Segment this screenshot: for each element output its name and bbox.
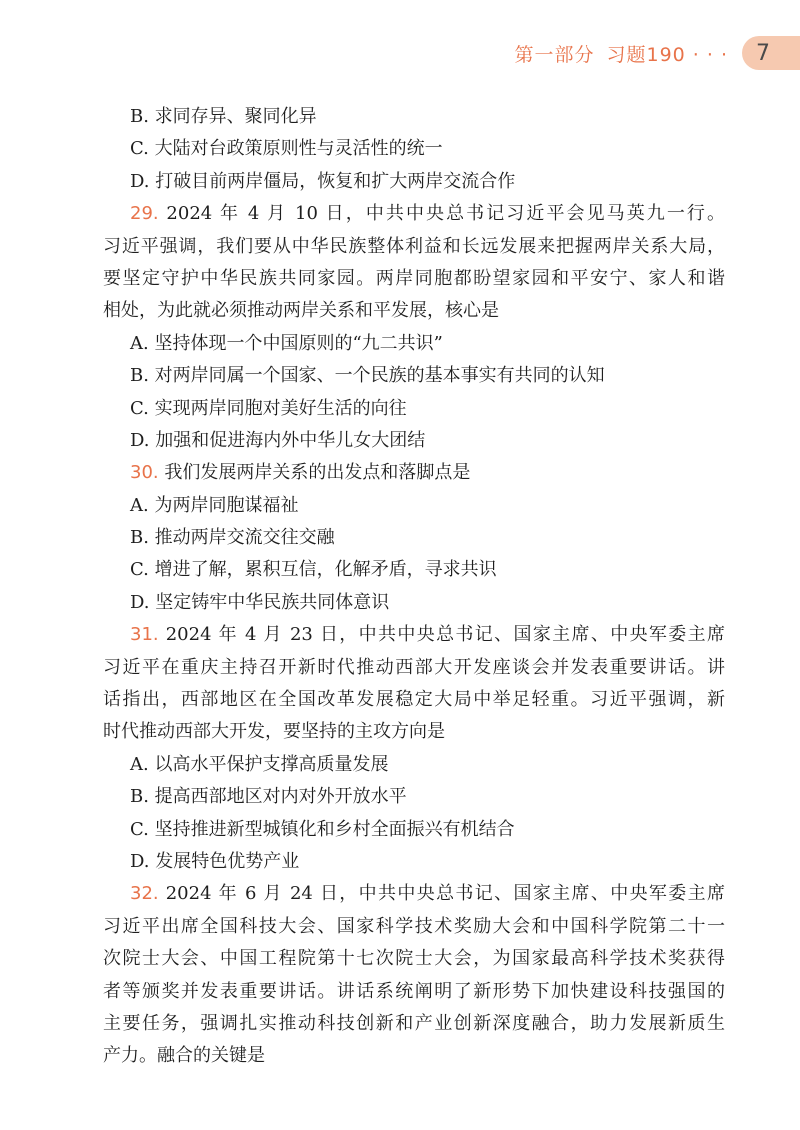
line-text: B. 推动两岸交流交往交融 xyxy=(130,527,335,549)
answer-option xyxy=(103,166,725,198)
page-number: 7 xyxy=(756,40,770,66)
line-text: C. 大陆对台政策原则性与灵活性的统一 xyxy=(130,138,443,160)
answer-option xyxy=(103,587,725,619)
answer-option xyxy=(103,749,725,781)
line-text: 习近平出席全国科技大会、国家科学技术奖励大会和中国科学院第二十一 xyxy=(103,915,725,937)
answer-option xyxy=(103,846,725,878)
line-text: B. 对两岸同属一个国家、一个民族的基本事实有共同的认知 xyxy=(130,365,605,387)
answer-option xyxy=(103,522,725,554)
question-text-line xyxy=(103,976,725,1008)
question-text-line xyxy=(103,716,725,748)
page-header xyxy=(514,36,800,70)
line-text: 习近平在重庆主持召开新时代推动西部大开发座谈会并发表重要讲话。讲 xyxy=(103,656,725,678)
line-text: 话指出，西部地区在全国改革发展稳定大局中举足轻重。习近平强调，新 xyxy=(103,689,725,711)
line-text: 主要任务，强调扎实推动科技创新和产业创新深度融合，助力发展新质生 xyxy=(103,1012,725,1034)
answer-option xyxy=(103,554,725,586)
answer-option xyxy=(103,328,725,360)
question-number: 31. xyxy=(130,624,159,646)
line-text: 次院士大会、中国工程院第十七次院士大会，为国家最高科学技术奖获得 xyxy=(103,948,725,970)
question-line xyxy=(103,878,725,910)
line-text: 2024 年 6 月 24 日，中共中央总书记、国家主席、中央军委主席 xyxy=(158,883,725,905)
question-number: 30. xyxy=(130,462,159,484)
question-text-line xyxy=(103,231,725,263)
line-text: 2024 年 4 月 10 日，中共中央总书记习近平会见马英九一行。 xyxy=(158,203,725,225)
page-number-tab xyxy=(742,36,800,70)
line-text: C. 实现两岸同胞对美好生活的向往 xyxy=(130,397,407,419)
header-dots: · · · xyxy=(692,43,728,66)
answer-option xyxy=(103,360,725,392)
line-text: 相处，为此就必须推动两岸关系和平发展，核心是 xyxy=(103,300,499,322)
line-text: 我们发展两岸关系的出发点和落脚点是 xyxy=(158,462,471,484)
line-text: D. 加强和促进海内外中华儿女大团结 xyxy=(130,429,426,451)
line-text: 产力。融合的关键是 xyxy=(103,1045,265,1067)
line-text: 习近平强调，我们要从中华民族整体利益和长远发展来把握两岸关系大局， xyxy=(103,235,725,257)
question-text-line xyxy=(103,652,725,684)
running-header xyxy=(514,40,728,67)
answer-option xyxy=(103,393,725,425)
line-text: A. 以高水平保护支撑高质量发展 xyxy=(130,753,389,775)
question-text-line xyxy=(103,1008,725,1040)
answer-option xyxy=(103,814,725,846)
question-text-line xyxy=(103,943,725,975)
answer-option xyxy=(103,133,725,165)
question-line xyxy=(103,198,725,230)
line-text: 者等颁奖并发表重要讲话。讲话系统阐明了新形势下加快建设科技强国的 xyxy=(103,980,725,1002)
answer-option xyxy=(103,781,725,813)
header-section: 第一部分 xyxy=(514,43,595,66)
question-number: 32. xyxy=(130,883,159,905)
line-text: B. 求同存异、聚同化异 xyxy=(130,106,317,127)
line-text: 2024 年 4 月 23 日，中共中央总书记、国家主席、中央军委主席 xyxy=(158,624,725,646)
question-text-line xyxy=(103,1040,725,1072)
question-text-line xyxy=(103,911,725,943)
answer-option xyxy=(103,425,725,457)
question-text-line xyxy=(103,684,725,716)
question-line xyxy=(103,619,725,651)
line-text: C. 坚持推进新型城镇化和乡村全面振兴有机结合 xyxy=(130,818,515,840)
line-text: A. 坚持体现一个中国原则的“九二共识” xyxy=(130,332,443,354)
line-text: D. 坚定铸牢中华民族共同体意识 xyxy=(130,591,390,613)
answer-option xyxy=(103,490,725,522)
line-text: 时代推动西部大开发，要坚持的主攻方向是 xyxy=(103,721,445,743)
line-text: C. 增进了解，累积互信，化解矛盾，寻求共识 xyxy=(130,559,497,581)
question-number: 29. xyxy=(130,203,159,225)
line-text: D. 发展特色优势产业 xyxy=(130,850,300,872)
question-text-line xyxy=(103,295,725,327)
header-title: 习题190 xyxy=(606,43,686,66)
page-content xyxy=(103,101,725,1073)
line-text: B. 提高西部地区对内对外开放水平 xyxy=(130,786,407,808)
question-text-line xyxy=(103,263,725,295)
line-text: D. 打破目前两岸僵局，恢复和扩大两岸交流合作 xyxy=(130,170,516,192)
line-text: 要坚定守护中华民族共同家园。两岸同胞都盼望家园和平安宁、家人和谐 xyxy=(103,267,725,289)
question-line xyxy=(103,457,725,489)
answer-option xyxy=(103,101,725,133)
line-text: A. 为两岸同胞谋福祉 xyxy=(130,494,299,516)
